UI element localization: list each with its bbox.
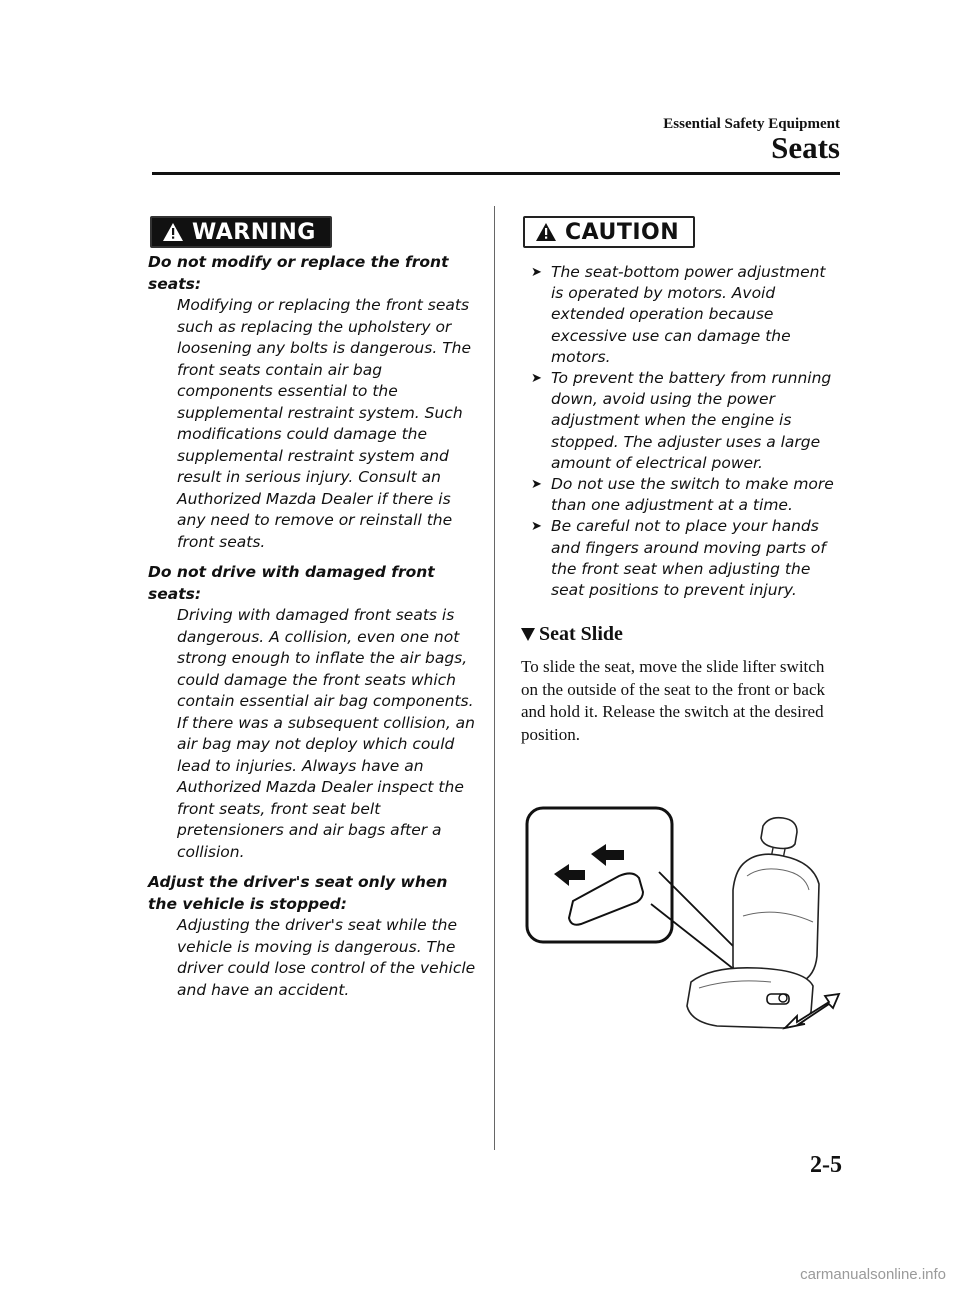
warning-block	[148, 562, 478, 863]
seat-slide-body: To slide the seat, move the slide lifter switch on the outside of the seat to the front or back and hold it. Release the switch at the desired position.	[521, 657, 826, 744]
warning-triangle-icon	[162, 222, 184, 242]
caution-item-text: To prevent the battery from running down, avoid using the power adjustment when the engine is stopped. The adjuster uses a large amount of electrical power.	[551, 369, 832, 472]
warning-heading: Do not drive with damaged front seats:	[148, 563, 435, 603]
section-triangle-icon	[521, 628, 535, 641]
caution-item	[521, 262, 841, 368]
caution-item-text: Do not use the switch to make more than one adjustment at a time.	[551, 475, 834, 515]
seat-slide-heading	[521, 623, 841, 646]
page-title: Seats	[771, 130, 840, 165]
header-rule	[152, 172, 840, 175]
arrow-bullet-icon: ➤	[531, 477, 542, 493]
warning-banner	[150, 216, 332, 248]
warning-body: Adjusting the driver's seat while the vehicle is moving is dangerous. The driver could lose control of the vehicle and have an accident.	[177, 916, 476, 999]
caution-item-text: Be careful not to place your hands and fingers around moving parts of the front seat when adjusting the seat positions to prevent injury.	[551, 517, 826, 600]
caution-list	[521, 262, 841, 601]
arrow-bullet-icon: ➤	[531, 265, 542, 280]
warning-heading: Do not modify or replace the front seats:	[148, 253, 449, 293]
seat-slide-illustration	[521, 806, 851, 1046]
seat-slide-heading-text: Seat Slide	[539, 623, 623, 646]
column-divider	[494, 206, 495, 1150]
warning-column	[148, 216, 478, 1010]
warning-block	[148, 252, 478, 553]
page-number: 2-5	[810, 1152, 842, 1178]
caution-item	[521, 368, 841, 474]
caution-triangle-icon	[535, 222, 557, 242]
warning-body: Driving with damaged front seats is dangerous. A collision, even one not strong enough to inflate the air bags, could damage the front seats which contain essential air bag components. If there was a subsequent collision, an air bag may not deploy which could lead to injuries. Always have an Authorized Mazda Dealer inspect the front seats, front seat belt pretensioners and air bags after a collision.	[177, 606, 475, 861]
watermark: carmanualsonline.info	[800, 1266, 946, 1283]
warning-label: WARNING	[192, 219, 316, 245]
warning-heading: Adjust the driver's seat only when the vehicle is stopped:	[148, 873, 448, 913]
caution-item	[521, 474, 841, 516]
arrow-bullet-icon: ➤	[531, 371, 542, 387]
caution-item	[521, 516, 841, 601]
caution-banner	[523, 216, 695, 248]
arrow-bullet-icon: ➤	[531, 519, 542, 535]
seat-slide-switch-illustration-icon	[521, 806, 851, 1046]
warning-body: Modifying or replacing the front seats such as replacing the upholstery or loosening any bolts is dangerous. The front seats contain air bag components essential to the supplemental restraint system. Such modifications could damage the supplemental restraint system and result in serious injury. Consult an Authorized Mazda Dealer if there is any need to remove or reinstall the front seats.	[177, 296, 472, 551]
caution-label: CAUTION	[565, 219, 680, 245]
caution-column	[521, 216, 841, 746]
caution-item-text: The seat-bottom power adjustment is operated by motors. Avoid extended operation because excessive use can damage the motors.	[551, 263, 826, 366]
header-section-label: Essential Safety Equipment	[663, 116, 840, 132]
warning-block	[148, 872, 478, 1001]
